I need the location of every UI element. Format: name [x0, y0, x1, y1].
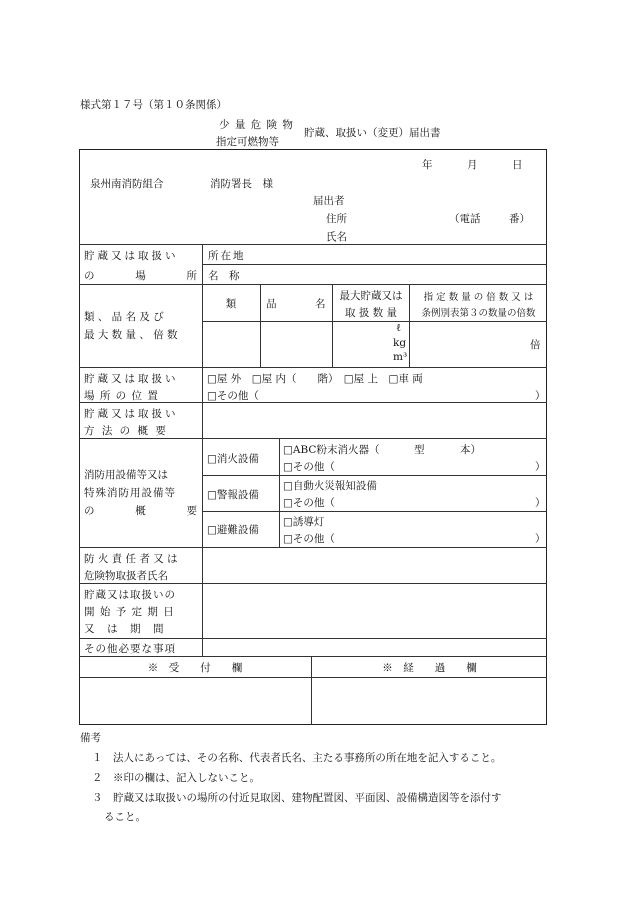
location-label-2a: の	[84, 270, 95, 282]
alarm-equipment: □警報設備	[207, 489, 259, 501]
manager-label-1: 防 火 責 任 者 又 は	[84, 553, 178, 565]
page-title: 貯蔵、取扱い（変更）届出書	[304, 127, 441, 139]
row-divider	[202, 511, 547, 512]
address-label: 住所	[326, 213, 347, 225]
method-label-2: 方 法 の 概 要	[84, 425, 168, 437]
types-label-2: 最 大 数 量 、 倍 数	[84, 329, 178, 341]
unit-m3: m³	[393, 351, 408, 363]
location-label-1	[84, 248, 197, 263]
row-divider	[79, 677, 547, 678]
extinguish-other-close: ）	[535, 461, 546, 473]
types-label-1: 類 、 品 名 及 び	[84, 311, 164, 323]
col-name-header-a: 品	[266, 298, 277, 310]
equipment-label-3b: 概	[135, 505, 146, 517]
receipt-label: ※ 受 付 欄	[147, 662, 243, 674]
col-type-header: 類	[225, 298, 237, 310]
note-item-1: １ 法人にあっては、その名称、代表者氏名、主たる事務所の所在地を記入すること。	[92, 752, 502, 764]
extinguisher-count: 本）	[460, 444, 481, 456]
schedule-label-1: 貯蔵又は取扱いの	[84, 589, 176, 601]
manager-label-2: 危険物取扱者氏名	[84, 570, 168, 582]
row-divider	[202, 321, 547, 322]
guide-light-option: □誘導灯	[283, 516, 325, 528]
evac-other-close: ）	[535, 533, 546, 545]
col-mult-header-2: 条例別表第３の数量の倍数	[421, 308, 536, 319]
evacuation-equipment: □避難設備	[207, 524, 259, 536]
notes-heading: 備考	[80, 732, 101, 744]
fire-alarm-option: □自動火災報知設備	[283, 480, 377, 492]
location-address-label: 所在地	[208, 250, 246, 262]
row-divider	[202, 264, 547, 265]
column-divider	[279, 438, 280, 547]
extinguisher-option: □ABC粉末消火器（	[283, 444, 380, 456]
applicant-label: 届出者	[313, 195, 345, 207]
other-label: その他必要な事項	[84, 643, 176, 655]
position-options: □屋 外 □屋 内（ 階） □屋 上 □車 両	[207, 373, 423, 385]
row-divider	[79, 367, 547, 368]
col-max-header-2: 取 扱 数 量	[344, 307, 397, 319]
schedule-label-3: 又 は 期 間	[84, 623, 165, 635]
location-name-label: 名 称	[208, 270, 240, 282]
note-item-3: ３ 貯蔵又は取扱いの場所の付近見取図、建物配置図、平面図、設備構造図等を添付す	[92, 792, 502, 804]
form-number: 様式第１７号（第１０条関係）	[80, 99, 227, 111]
date-day: 日	[512, 159, 523, 171]
extinguisher-type: 型	[414, 444, 425, 456]
date-month: 月	[467, 159, 478, 171]
note-item-2: ２ ※印の欄は、記入しないこと。	[92, 772, 260, 784]
row-divider	[79, 656, 547, 657]
alarm-other: □その他（	[283, 497, 335, 509]
note-item-3-cont: ること。	[104, 811, 146, 823]
col-mult-header-1: 指 定 数 量 の 倍 数 又 は	[423, 292, 534, 303]
row-divider	[79, 547, 547, 548]
mult-unit: 倍	[530, 339, 541, 351]
equipment-label-3c: 要	[186, 505, 197, 517]
progress-label: ※ 経 過 欄	[382, 662, 477, 674]
row-divider	[79, 583, 547, 584]
evac-other: □その他（	[283, 533, 335, 545]
position-label-1: 貯蔵又は取扱い	[84, 373, 179, 385]
equipment-label-3a: の	[84, 505, 95, 517]
phone-label: （電話	[449, 213, 481, 225]
method-label-1: 貯蔵又は取扱い	[84, 408, 179, 420]
row-divider	[79, 438, 547, 439]
alarm-other-close: ）	[535, 497, 546, 509]
col-max-header-1: 最大貯蔵又は	[339, 290, 403, 302]
schedule-label-2: 開 始 予 定 期 日	[84, 606, 175, 618]
position-other-close: ）	[535, 390, 546, 402]
col-name-header-b: 名	[315, 298, 326, 310]
location-label-2	[84, 268, 197, 283]
unit-kg: kg	[393, 337, 407, 349]
row-divider	[79, 244, 547, 245]
location-label-2c: 所	[186, 270, 197, 282]
row-divider	[202, 475, 547, 476]
extinguish-other: □その他（	[283, 461, 335, 473]
equipment-label-3	[84, 503, 197, 518]
date-year: 年	[422, 159, 433, 171]
title-stack-top: 少 量 危 険 物	[219, 119, 294, 131]
location-label-1-text: 貯蔵又は取扱い	[84, 250, 179, 262]
location-label-2b: 場	[135, 270, 146, 282]
equipment-label-1: 消防用設備等又は	[84, 469, 168, 481]
phone-suffix: 番）	[509, 213, 530, 225]
position-label-2: 場 所 の 位 置	[84, 390, 159, 402]
column-divider	[260, 284, 261, 367]
addressee: 泉州南消防組合	[90, 178, 164, 190]
row-divider	[79, 638, 547, 639]
position-other: □その他（	[207, 390, 259, 402]
name-label: 氏名	[326, 231, 347, 243]
row-divider	[79, 284, 547, 285]
unit-liter: ℓ	[396, 322, 402, 334]
title-stack-bottom: 指定可燃物等	[216, 136, 279, 148]
extinguish-equipment: □消火設備	[207, 453, 259, 465]
equipment-label-2: 特殊消防用設備等	[84, 487, 176, 499]
addressee-chief: 消防署長 様	[210, 178, 273, 190]
